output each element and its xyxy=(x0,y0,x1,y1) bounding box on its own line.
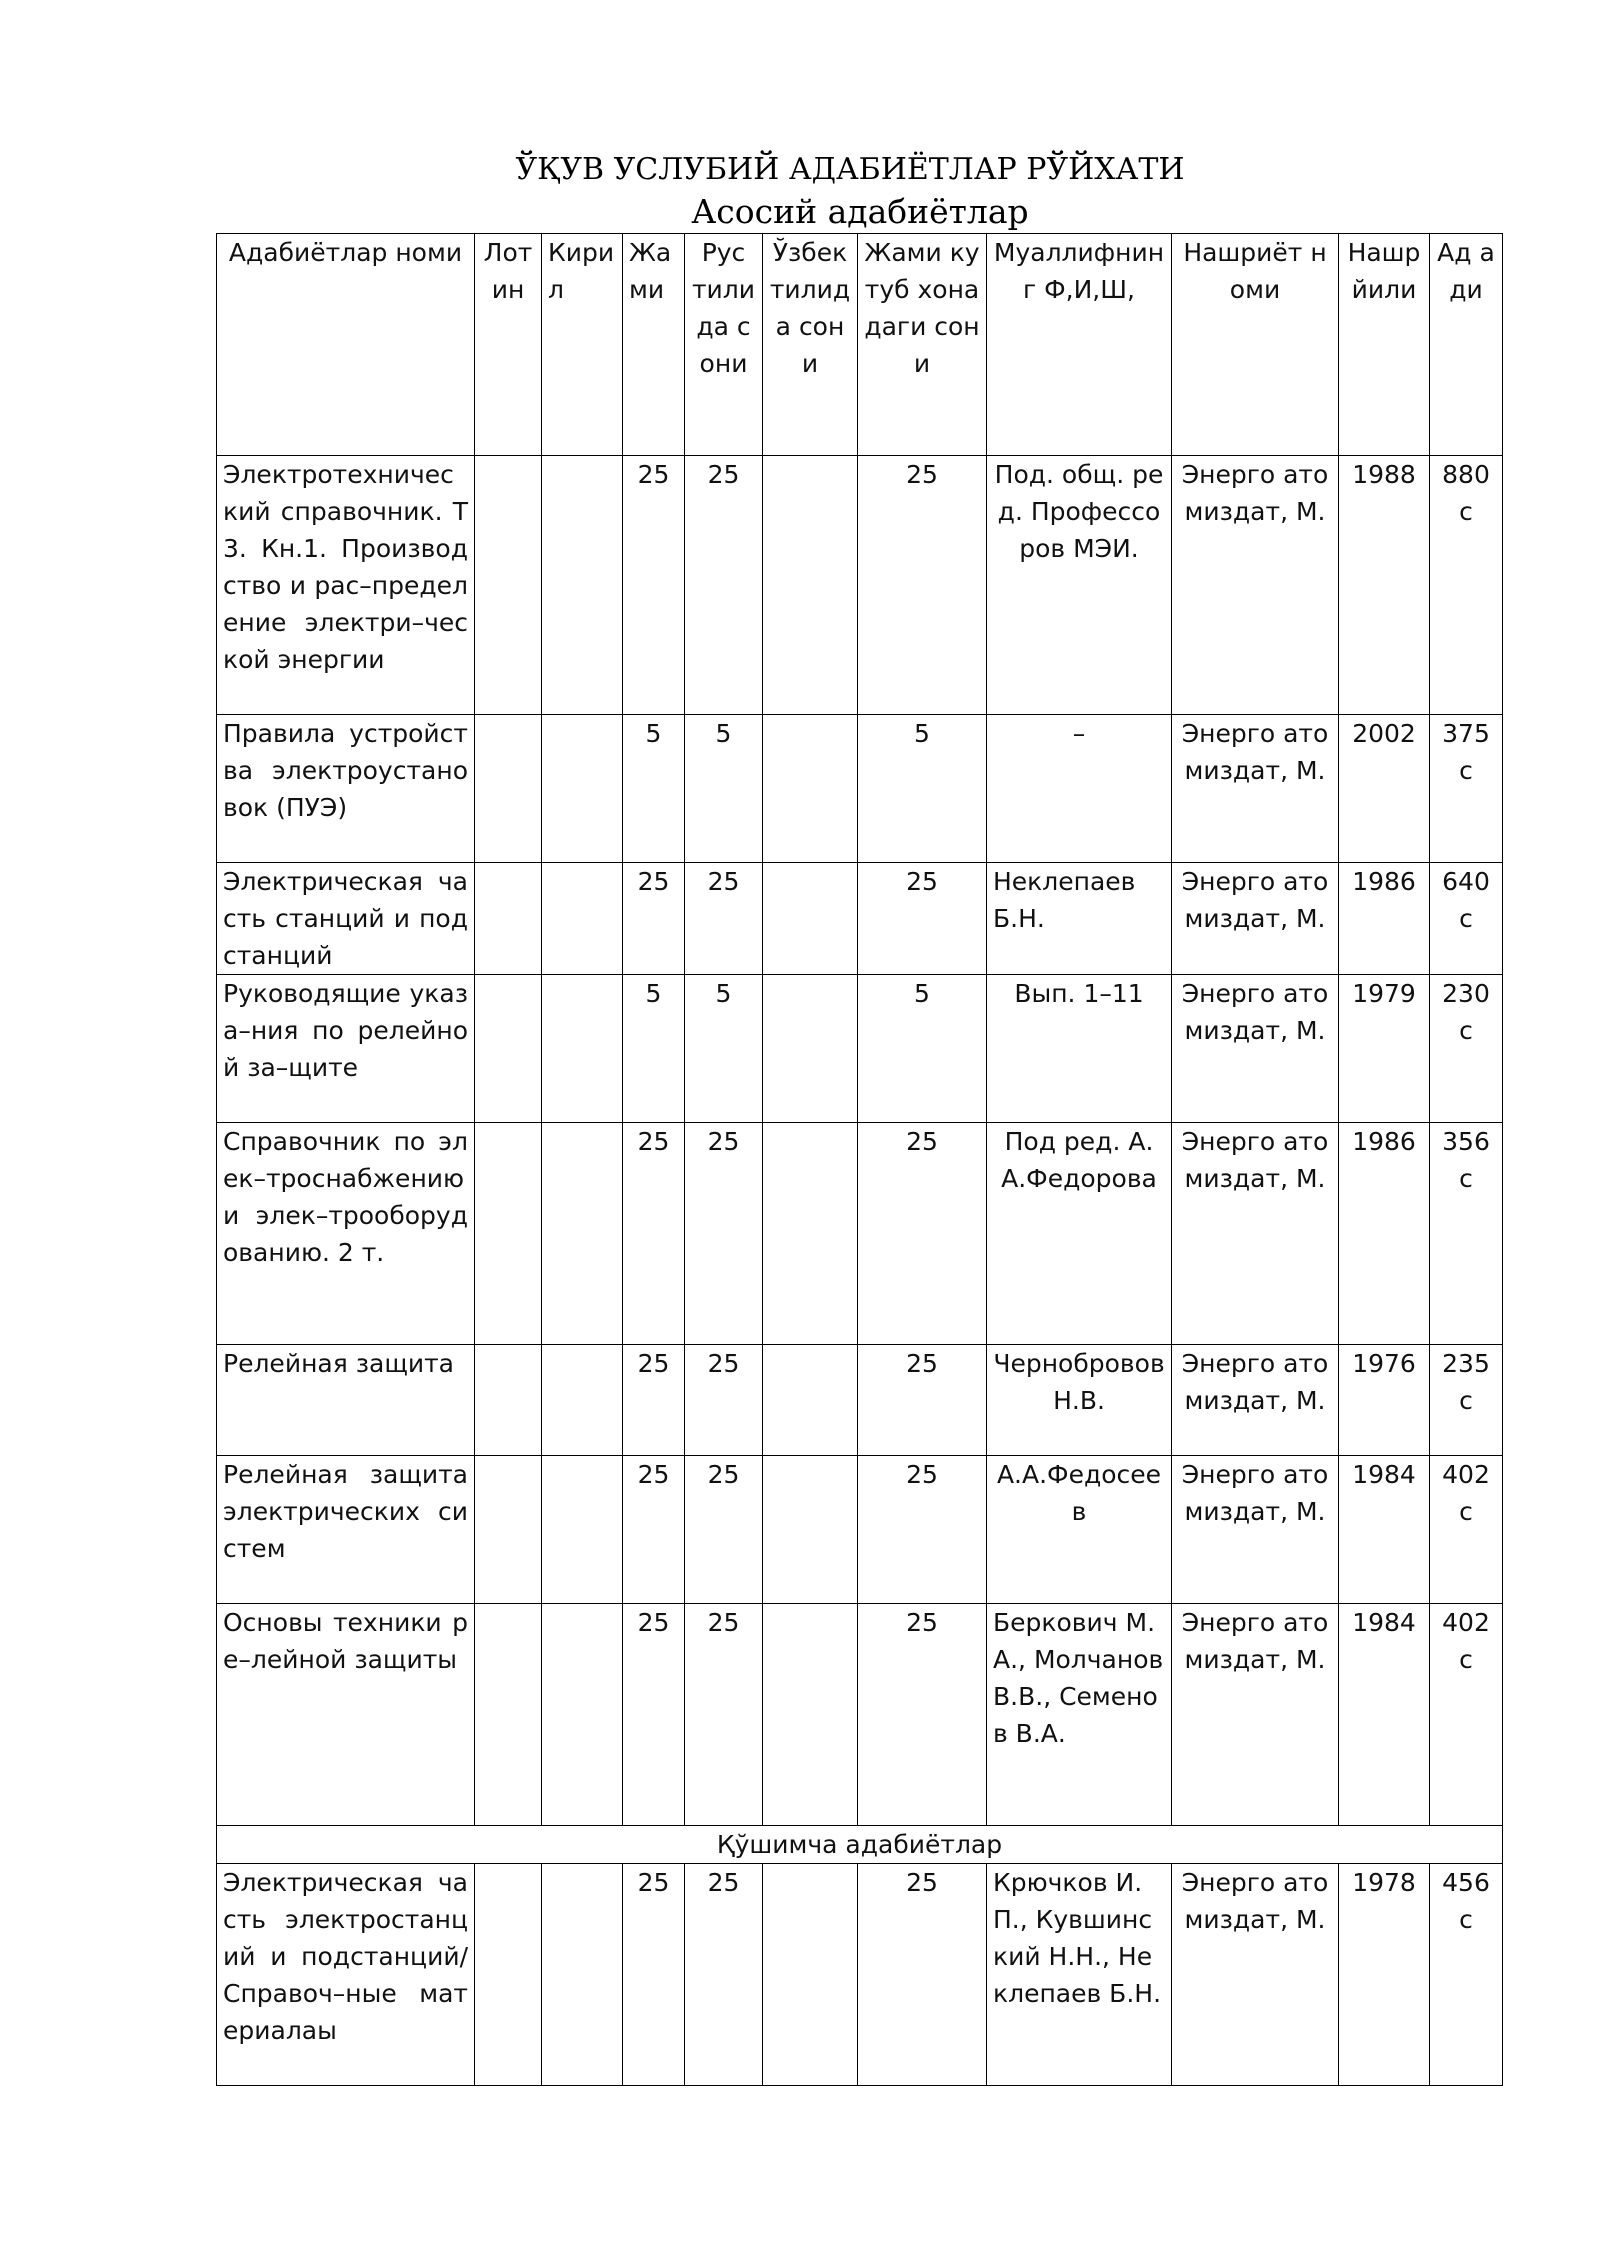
cell-russian: 25 xyxy=(685,1604,763,1826)
cell-author: Чернобровов Н.В. xyxy=(987,1345,1172,1456)
cell-author: Неклепаев Б.Н. xyxy=(987,863,1172,975)
cell-latin xyxy=(475,1456,542,1604)
cell-name: Релейная защита xyxy=(217,1345,475,1456)
cell-latin xyxy=(475,1864,542,2086)
table-row xyxy=(217,1345,1503,1456)
header-cell-cyrillic: Кирил xyxy=(542,234,623,456)
cell-publisher: Энерго атомиздат, М. xyxy=(1172,1345,1339,1456)
table-row xyxy=(217,1456,1503,1604)
section-row-extra xyxy=(217,1826,1503,1864)
cell-russian: 5 xyxy=(685,715,763,863)
cell-pages: 640 с xyxy=(1430,863,1503,975)
cell-pages: 402 с xyxy=(1430,1456,1503,1604)
cell-library: 5 xyxy=(858,715,987,863)
table-row xyxy=(217,456,1503,715)
header-cell-uzbek: Ўзбек тилида сони xyxy=(763,234,858,456)
cell-latin xyxy=(475,863,542,975)
cell-latin xyxy=(475,456,542,715)
cell-library: 25 xyxy=(858,456,987,715)
cell-russian: 25 xyxy=(685,1123,763,1345)
header-cell-year: Нашр йили xyxy=(1339,234,1430,456)
cell-cyrillic xyxy=(542,456,623,715)
cell-name: Электрическая часть электростанций и подстанций/ Справоч–ные материалаы xyxy=(217,1864,475,2086)
cell-pages: 230 с xyxy=(1430,975,1503,1123)
cell-cyrillic xyxy=(542,863,623,975)
cell-library: 5 xyxy=(858,975,987,1123)
cell-publisher: Энерго атомиздат, М. xyxy=(1172,1456,1339,1604)
cell-library: 25 xyxy=(858,1345,987,1456)
cell-publisher: Энерго атомиздат, М. xyxy=(1172,975,1339,1123)
cell-latin xyxy=(475,1604,542,1826)
table-row xyxy=(217,715,1503,863)
cell-total: 25 xyxy=(623,456,685,715)
header-cell-latin: Лотин xyxy=(475,234,542,456)
cell-cyrillic xyxy=(542,975,623,1123)
cell-total: 5 xyxy=(623,975,685,1123)
cell-cyrillic xyxy=(542,1604,623,1826)
literature-table xyxy=(216,233,1503,2086)
cell-cyrillic xyxy=(542,1456,623,1604)
cell-total: 25 xyxy=(623,1864,685,2086)
cell-author: Под. общ. ред. Профессоров МЭИ. xyxy=(987,456,1172,715)
cell-latin xyxy=(475,715,542,863)
cell-russian: 25 xyxy=(685,1345,763,1456)
cell-total: 25 xyxy=(623,863,685,975)
header-cell-library: Жами кутуб хонадаги сони xyxy=(858,234,987,456)
cell-cyrillic xyxy=(542,715,623,863)
cell-total: 25 xyxy=(623,1604,685,1826)
cell-russian: 25 xyxy=(685,1864,763,2086)
cell-library: 25 xyxy=(858,1604,987,1826)
cell-publisher: Энерго атомиздат, М. xyxy=(1172,715,1339,863)
cell-year: 1984 xyxy=(1339,1604,1430,1826)
cell-russian: 25 xyxy=(685,1456,763,1604)
cell-total: 5 xyxy=(623,715,685,863)
cell-uzbek xyxy=(763,863,858,975)
cell-name: Руководящие указа–ния по релейной за–щите xyxy=(217,975,475,1123)
cell-library: 25 xyxy=(858,863,987,975)
cell-cyrillic xyxy=(542,1864,623,2086)
cell-total: 25 xyxy=(623,1456,685,1604)
cell-russian: 25 xyxy=(685,456,763,715)
cell-year: 1976 xyxy=(1339,1345,1430,1456)
cell-publisher: Энерго атомиздат, М. xyxy=(1172,863,1339,975)
cell-year: 1978 xyxy=(1339,1864,1430,2086)
cell-author: А.А.Федосеев xyxy=(987,1456,1172,1604)
cell-pages: 235 с xyxy=(1430,1345,1503,1456)
cell-publisher: Энерго атомиздат, М. xyxy=(1172,1604,1339,1826)
cell-author: – xyxy=(987,715,1172,863)
cell-library: 25 xyxy=(858,1456,987,1604)
cell-uzbek xyxy=(763,715,858,863)
section-title-extra: Қўшимча адабиётлар xyxy=(217,1826,1503,1864)
cell-name: Правила устройства электроустановок (ПУЭ) xyxy=(217,715,475,863)
header-cell-pages: Ад ади xyxy=(1430,234,1503,456)
cell-name: Электрическая часть станций и подстанций xyxy=(217,863,475,975)
cell-name: Справочник по элек–троснабжению и элек–трооборудованию. 2 т. xyxy=(217,1123,475,1345)
document-subtitle: Асосий адабиётлар xyxy=(691,192,1029,231)
literature-table-body xyxy=(217,234,1503,2086)
cell-latin xyxy=(475,1123,542,1345)
cell-publisher: Энерго атомиздат, М. xyxy=(1172,1123,1339,1345)
cell-library: 25 xyxy=(858,1123,987,1345)
cell-pages: 880 с xyxy=(1430,456,1503,715)
cell-pages: 375 с xyxy=(1430,715,1503,863)
cell-uzbek xyxy=(763,1345,858,1456)
document-title: ЎҚУВ УСЛУБИЙ АДАБИЁТЛАР РЎЙХАТИ xyxy=(515,152,1185,187)
cell-cyrillic xyxy=(542,1345,623,1456)
cell-latin xyxy=(475,1345,542,1456)
header-cell-name: Адабиётлар номи xyxy=(217,234,475,456)
cell-uzbek xyxy=(763,1604,858,1826)
cell-total: 25 xyxy=(623,1123,685,1345)
cell-author: Беркович М.А., Молчанов В.В., Семенов В.А. xyxy=(987,1604,1172,1826)
cell-pages: 356 с xyxy=(1430,1123,1503,1345)
cell-russian: 5 xyxy=(685,975,763,1123)
cell-library: 25 xyxy=(858,1864,987,2086)
header-cell-publisher: Нашриёт номи xyxy=(1172,234,1339,456)
cell-name: Релейная защита электрических систем xyxy=(217,1456,475,1604)
cell-cyrillic xyxy=(542,1123,623,1345)
cell-year: 2002 xyxy=(1339,715,1430,863)
table-row xyxy=(217,1864,1503,2086)
cell-uzbek xyxy=(763,456,858,715)
cell-name: Основы техники ре–лейной защиты xyxy=(217,1604,475,1826)
cell-name: Электротехнический справочник. Т3. Кн.1. Производство и рас–пределение электри–ческой энергии xyxy=(217,456,475,715)
cell-author: Крючков И.П., Кувшинский Н.Н., Неклепаев Б.Н. xyxy=(987,1864,1172,2086)
cell-year: 1984 xyxy=(1339,1456,1430,1604)
table-row xyxy=(217,1604,1503,1826)
cell-pages: 402 с xyxy=(1430,1604,1503,1826)
cell-pages: 456 с xyxy=(1430,1864,1503,2086)
cell-publisher: Энерго атомиздат, М. xyxy=(1172,1864,1339,2086)
header-row xyxy=(217,234,1503,456)
table-row xyxy=(217,975,1503,1123)
cell-author: Под ред. А.А.Федорова xyxy=(987,1123,1172,1345)
header-cell-russian: Рус тилида сони xyxy=(685,234,763,456)
cell-author: Вып. 1–11 xyxy=(987,975,1172,1123)
cell-uzbek xyxy=(763,1456,858,1604)
cell-year: 1986 xyxy=(1339,863,1430,975)
cell-uzbek xyxy=(763,1864,858,2086)
cell-total: 25 xyxy=(623,1345,685,1456)
cell-uzbek xyxy=(763,975,858,1123)
header-cell-total: Жами xyxy=(623,234,685,456)
table-row xyxy=(217,863,1503,975)
cell-uzbek xyxy=(763,1123,858,1345)
cell-latin xyxy=(475,975,542,1123)
table-row xyxy=(217,1123,1503,1345)
cell-russian: 25 xyxy=(685,863,763,975)
cell-year: 1986 xyxy=(1339,1123,1430,1345)
cell-publisher: Энерго атомиздат, М. xyxy=(1172,456,1339,715)
cell-year: 1988 xyxy=(1339,456,1430,715)
header-cell-author: Муаллифнинг Ф,И,Ш, xyxy=(987,234,1172,456)
cell-year: 1979 xyxy=(1339,975,1430,1123)
